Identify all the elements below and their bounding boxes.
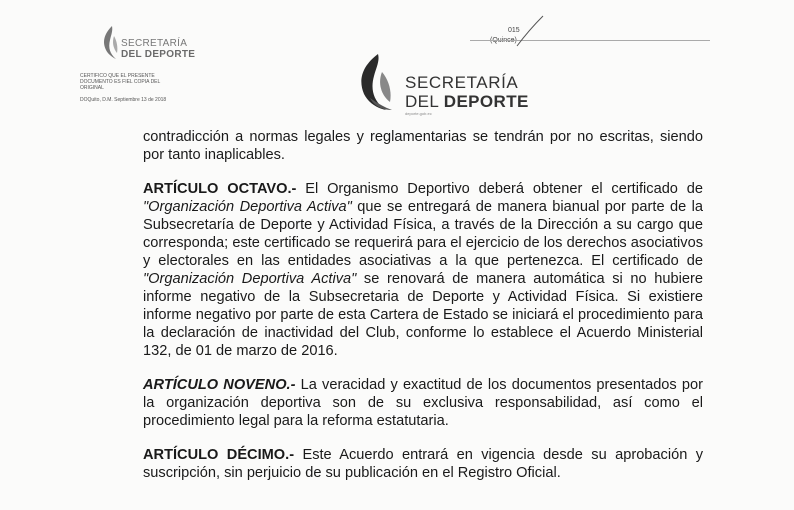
article-eighth-italic-1: "Organización Deportiva Activa" <box>143 199 352 215</box>
document-body <box>143 128 703 482</box>
article-tenth-heading: ARTÍCULO DÉCIMO.- <box>143 447 295 463</box>
secretaria-deporte-logo-icon <box>352 52 398 114</box>
stamp-name-line1: SECRETARÍA <box>121 38 188 49</box>
article-eighth-heading: ARTÍCULO OCTAVO.- <box>143 181 297 197</box>
header-organization-name <box>405 73 529 111</box>
certification-line2: DOCUMENTO ES FIEL COPIA DEL <box>80 79 161 85</box>
stamp-logo-icon <box>100 26 120 62</box>
stamp-name-line2: DEL DEPORTE <box>121 49 196 60</box>
paragraph-continuation: contradicción a normas legales y reglamentarias se tendrán por no escritas, siendo por tanto inaplicables. <box>143 129 703 163</box>
certification-line3: ORIGINAL <box>80 85 104 91</box>
signature-mark-icon <box>515 14 545 48</box>
article-ninth <box>143 376 703 430</box>
article-eighth <box>143 180 703 360</box>
header-url: deporte.gob.ec <box>405 111 432 116</box>
certification-line1: CERTIFICO QUE EL PRESENTE <box>80 73 155 79</box>
article-eighth-italic-2: "Organización Deportiva Activa" <box>143 271 357 287</box>
article-eighth-text-1: El Organismo Deportivo deberá obtener el certificado de <box>296 181 703 197</box>
certification-date: DOQuito, D.M. Septiembre 13 de 2018 <box>80 97 167 103</box>
stamp-organization-name <box>121 38 195 60</box>
header-name-prefix: DEL <box>405 92 439 111</box>
certification-text <box>80 73 180 91</box>
article-eighth-text-3: se renovará de manera automática si no hubiere informe negativo de la Subsecretaria de Deporte y Actividad Física. Si existiere informe negativo por parte de esta Cartera de Estado se iniciará el procedimiento para la declaración de inactividad del Club, conforme lo establece el Acuerdo Ministerial 132, de 01 de marzo de 2016. <box>143 271 703 359</box>
header-name-bold: DEPORTE <box>443 92 529 111</box>
article-tenth <box>143 446 703 482</box>
article-ninth-text: La veracidad y exactitud de los documentos presentados por la organización deportiva son de su exclusiva responsabilidad, así como el procedimiento legal para la reforma estatutaria. <box>143 377 703 429</box>
header-name-line1: SECRETARÍA <box>405 73 519 92</box>
folio-number: 015 <box>508 27 520 34</box>
folio-word: (Quince) <box>490 37 517 44</box>
folio-underline <box>470 40 710 41</box>
article-tenth-text: Este Acuerdo entrará en vigencia desde su aprobación y suscripción, sin perjuicio de su publicación en el Registro Oficial. <box>143 447 703 481</box>
header-name-line2 <box>405 92 529 111</box>
article-eighth-text-2: que se entregará de manera bianual por parte de la Subsecretaría de Deporte y Actividad Física, a través de la Dirección a su cargo que corresponda; este certificado se requerirá para el ejercicio de los derechos asociativos y electorales en las entidades asociativas a la que pertenezca. El certificado de <box>143 199 703 269</box>
article-ninth-heading: ARTÍCULO NOVENO.- <box>143 377 296 393</box>
